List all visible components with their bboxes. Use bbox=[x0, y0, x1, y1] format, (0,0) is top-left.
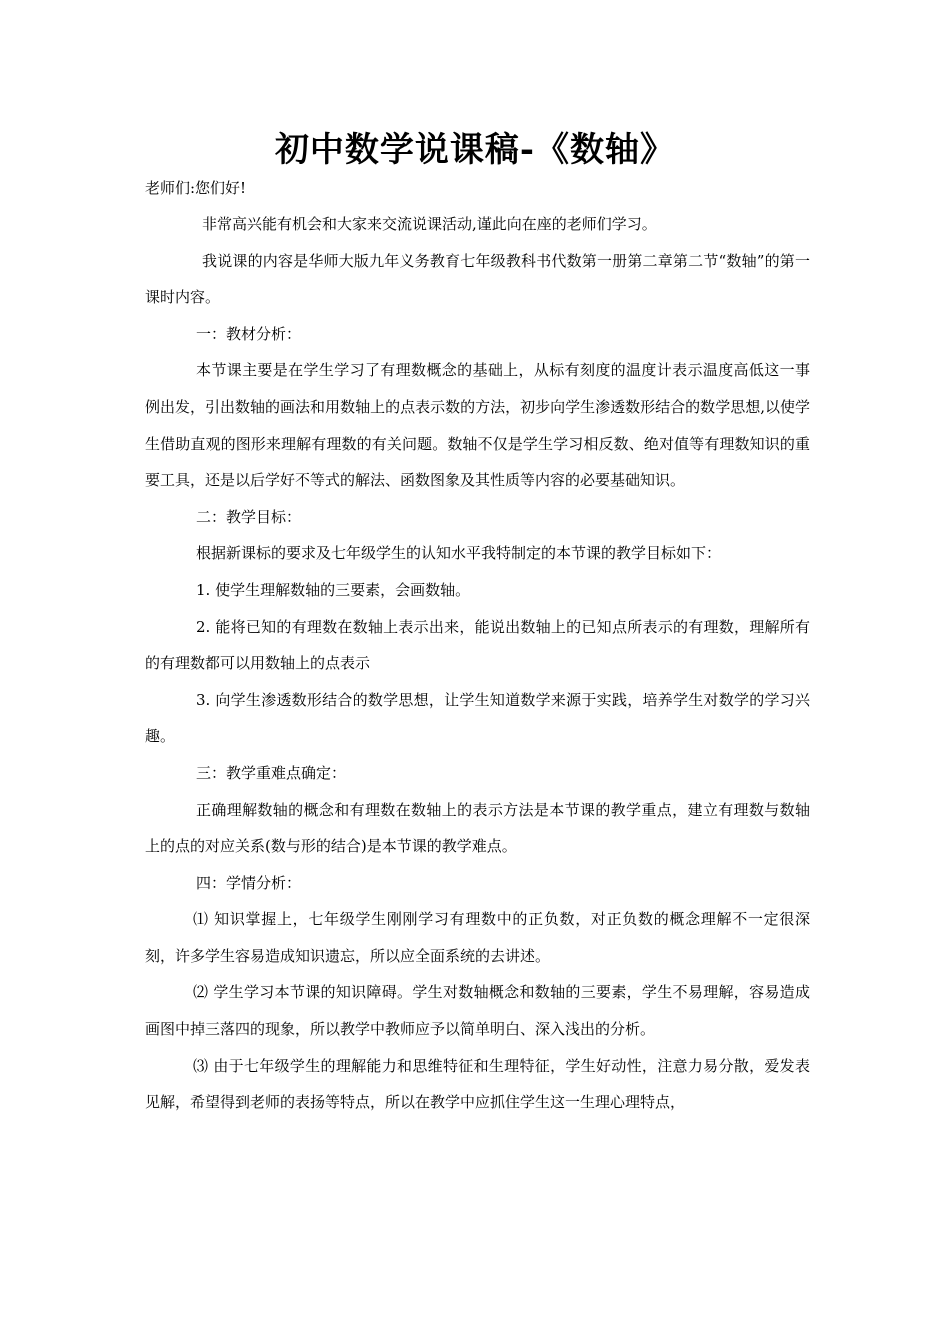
analysis-item-3: ⑶ 由于七年级学生的理解能力和思维特征和生理特征，学生好动性，注意力易分散，爱发表见解，希望得到老师的表扬等特点，所以在教学中应抓住学生这一生理心理特点， bbox=[145, 1056, 810, 1112]
goal-item-2: 2. 能将已知的有理数在数轴上表示出来，能说出数轴上的已知点所表示的有理数，理解所有的有理数都可以用数轴上的点表示 bbox=[145, 617, 810, 673]
analysis-item-1: ⑴ 知识掌握上，七年级学生刚刚学习有理数中的正负数，对正负数的概念理解不一定很深刻，许多学生容易造成知识遗忘，所以应全面系统的去讲述。 bbox=[145, 910, 810, 965]
paragraph-textbook-analysis: 本节课主要是在学生学习了有理数概念的基础上，从标有刻度的温度计表示温度高低这一事例出发，引出数轴的画法和用数轴上的点表示数的方法，初步向学生渗透数形结合的数学思想,以使学生借助直观的图形来理解有理数的有关问题。数轴不仅是学生学习相反数、绝对值等有理数知识的重要工具，还是以后学好不等式的解法、函数图象及其性质等内容的必要基础知识。 bbox=[145, 361, 810, 490]
paragraph-content-scope: 我说课的内容是华师大版九年义务教育七年级教科书代数第一册第二章第二节“数轴”的第一课时内容。 bbox=[145, 251, 810, 307]
goal-item-3: 3. 向学生渗透数形结合的数学思想，让学生知道数学来源于实践，培养学生对数学的学习兴趣。 bbox=[145, 690, 810, 746]
section-heading-key-points: 三：教学重难点确定： bbox=[196, 763, 347, 782]
paragraph-intro: 非常高兴能有机会和大家来交流说课活动,谨此向在座的老师们学习。 bbox=[202, 215, 657, 233]
greeting: 老师们:您们好! bbox=[145, 179, 247, 197]
section-heading-textbook-analysis: 一：教材分析： bbox=[196, 324, 302, 343]
paragraph-goals-intro: 根据新课标的要求及七年级学生的认知水平我特制定的本节课的教学目标如下： bbox=[196, 544, 722, 563]
goal-item-1: 1. 使学生理解数轴的三要素，会画数轴。 bbox=[196, 580, 471, 599]
analysis-item-2: ⑵ 学生学习本节课的知识障碍。学生对数轴概念和数轴的三要素，学生不易理解，容易造成画图中掉三落四的现象，所以教学中教师应予以简单明白、深入浅出的分析。 bbox=[145, 983, 810, 1039]
document-title: 初中数学说课稿-《数轴》 bbox=[274, 130, 676, 170]
section-heading-teaching-goals: 二：教学目标： bbox=[196, 507, 302, 526]
section-heading-student-analysis: 四：学情分析： bbox=[196, 873, 302, 892]
paragraph-key-points: 正确理解数轴的概念和有理数在数轴上的表示方法是本节课的教学重点，建立有理数与数轴上的点的对应关系(数与形的结合)是本节课的教学难点。 bbox=[145, 800, 810, 856]
document-body bbox=[145, 206, 810, 1121]
